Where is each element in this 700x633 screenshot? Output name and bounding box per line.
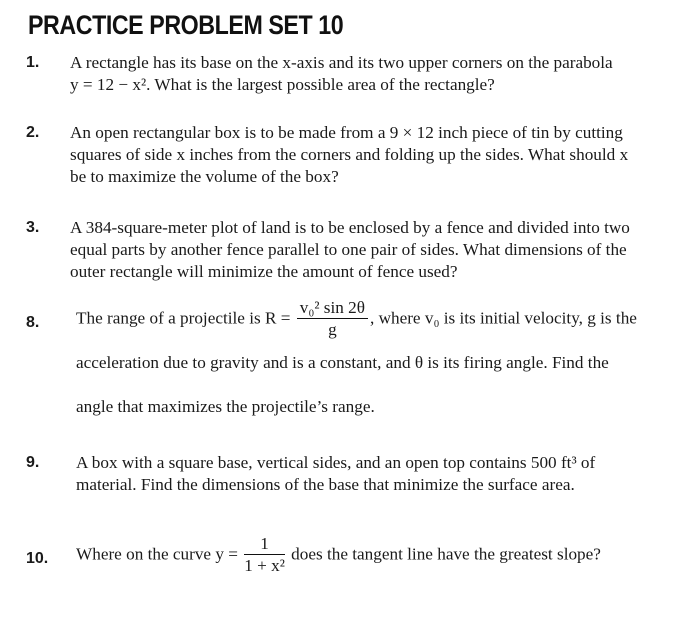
problem-text-line: outer rectangle will minimize the amount of fence used? bbox=[70, 262, 458, 281]
problem-text: , where v₀ is its initial velocity, g is the bbox=[369, 308, 637, 328]
formula-lhs: R = bbox=[264, 308, 291, 328]
problem-text-line: squares of side x inches from the corners and folding up the sides. What should x bbox=[70, 145, 629, 164]
problem-text: does the tangent line have the greatest slope? bbox=[291, 544, 601, 564]
curve-formula bbox=[244, 534, 285, 577]
problem-number: 2. bbox=[26, 124, 40, 141]
problem-number: 1. bbox=[26, 54, 40, 71]
problem-text: The range of a projectile is bbox=[76, 308, 261, 328]
problem-text-line: acceleration due to gravity and is a constant, and θ is its firing angle. Find the bbox=[76, 353, 609, 372]
formula-denominator: 1 + x² bbox=[244, 556, 285, 575]
problem-text-line: be to maximize the volume of the box? bbox=[70, 167, 339, 186]
range-formula bbox=[297, 298, 368, 341]
problem-number: 10. bbox=[26, 550, 49, 567]
problem-text-line: equal parts by another fence parallel to one pair of sides. What dimensions of the bbox=[70, 240, 627, 259]
problem-text-line: material. Find the dimensions of the base that minimize the surface area. bbox=[76, 475, 575, 494]
problem-text-line: angle that maximizes the projectile’s range. bbox=[76, 397, 375, 416]
problem-8 bbox=[26, 298, 686, 418]
page-title: PRACTICE PROBLEM SET 10 bbox=[28, 10, 344, 40]
formula-lhs: y = bbox=[215, 544, 238, 564]
problem-1 bbox=[26, 52, 686, 96]
problem-number: 3. bbox=[26, 219, 40, 236]
formula-denominator: g bbox=[328, 320, 337, 339]
problem-text-line: A rectangle has its base on the x-axis and its two upper corners on the parabola bbox=[70, 53, 613, 72]
problem-2 bbox=[26, 122, 686, 188]
problem-9 bbox=[26, 452, 686, 496]
problem-number: 8. bbox=[26, 314, 40, 331]
problem-text-line: An open rectangular box is to be made from a 9 × 12 inch piece of tin by cutting bbox=[70, 123, 623, 142]
formula-numerator: v₀² sin 2θ bbox=[297, 298, 368, 319]
problem-text-line: A 384-square-meter plot of land is to be enclosed by a fence and divided into two bbox=[70, 218, 630, 237]
formula-numerator: 1 bbox=[244, 534, 285, 555]
problem-number: 9. bbox=[26, 454, 40, 471]
problem-10 bbox=[26, 534, 686, 577]
problem-text-line: y = 12 − x². What is the largest possible area of the rectangle? bbox=[70, 75, 495, 94]
problem-3 bbox=[26, 217, 686, 283]
problem-text-line: A box with a square base, vertical sides, and an open top contains 500 ft³ of bbox=[76, 453, 596, 472]
problem-text: Where on the curve bbox=[76, 544, 212, 564]
